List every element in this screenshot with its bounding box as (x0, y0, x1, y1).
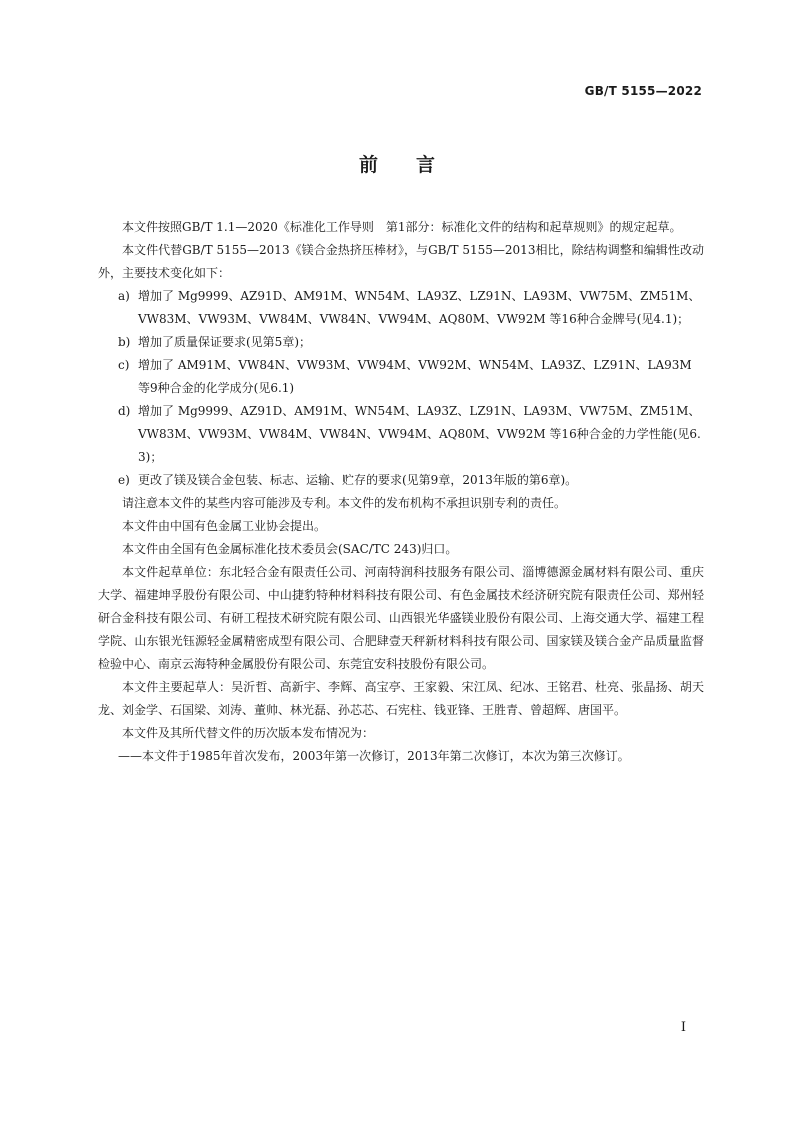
list-item-text: 增加了 Mg9999、AZ91D、AM91M、WN54M、LA93Z、LZ91N、LA93M、VW75M、ZM51M、VW83M、VW93M、VW84M、VW84N、VW94M、AQ80M、VW92M 等16种合金牌号(见4.1)； (138, 289, 701, 326)
list-item (98, 331, 704, 354)
change-list (98, 285, 704, 492)
list-item-label: e) (118, 473, 130, 487)
preface-body (98, 216, 704, 768)
list-item-text: 更改了镁及镁合金包装、标志、运输、贮存的要求(见第9章，2013年版的第6章)。 (138, 473, 578, 487)
page-number: I (680, 1020, 686, 1035)
paragraph-drafting-rule: 本文件按照GB/T 1.1—2020《标准化工作导则 第1部分：标准化文件的结构和起草规则》的规定起草。 (122, 220, 682, 234)
paragraph-drafters: 本文件主要起草人：吴沂哲、高新宇、李辉、高宝亭、王家毅、宋江凤、纪冰、王铭君、杜亮、张晶扬、胡天龙、刘金学、石国梁、刘涛、董帅、林光磊、孙芯芯、石宪柱、钱亚锋、王胜青、曾超辉、唐国平。 (98, 680, 704, 717)
paragraph-replacement: 本文件代替GB/T 5155—2013《镁合金热挤压棒材》，与GB/T 5155—2013相比，除结构调整和编辑性改动外，主要技术变化如下： (98, 243, 704, 280)
list-item (98, 400, 704, 469)
list-item-label: b) (118, 335, 131, 349)
paragraph-patent-notice: 请注意本文件的某些内容可能涉及专利。本文件的发布机构不承担识别专利的责任。 (122, 496, 567, 510)
list-item-label: a) (118, 289, 130, 303)
paragraph-drafting-units: 本文件起草单位：东北轻合金有限责任公司、河南特润科技服务有限公司、淄博德源金属材料有限公司、重庆大学、福建坤孚股份有限公司、中山捷豹特种材料科技有限公司、有色金属技术经济研究院有限责任公司、郑州轻研合金科技有限公司、有研工程技术研究院有限公司、山西银光华盛镁业股份有限公司、上海交通大学、福建工程学院、山东银光钰源轻金属精密成型有限公司、合肥肆壹天秤新材料科技有限公司、国家镁及镁合金产品质量监督检验中心、南京云海特种金属股份有限公司、东莞宜安科技股份有限公司。 (98, 565, 704, 671)
version-history-item: ——本文件于1985年首次发布，2003年第一次修订，2013年第二次修订，本次为第三次修订。 (118, 749, 630, 763)
list-item-text: 增加了 Mg9999、AZ91D、AM91M、WN54M、LA93Z、LZ91N、LA93M、VW75M、ZM51M、VW83M、VW93M、VW84M、VW84N、VW94M、AQ80M、VW92M 等16种合金的力学性能(见6.3)； (138, 404, 701, 464)
list-item (98, 469, 704, 492)
list-item-text: 增加了 AM91M、VW84N、VW93M、VW94M、VW92M、WN54M、LA93Z、LZ91N、LA93M 等9种合金的化学成分(见6.1) (138, 358, 692, 395)
paragraph-proposer: 本文件由中国有色金属工业协会提出。 (122, 519, 327, 533)
list-item (98, 354, 704, 400)
list-item-label: d) (118, 404, 131, 418)
list-item (98, 285, 704, 331)
list-item-text: 增加了质量保证要求(见第5章)； (138, 335, 311, 349)
title-char-2: 言 (416, 154, 436, 176)
paragraph-committee: 本文件由全国有色金属标准化技术委员会(SAC/TC 243)归口。 (122, 542, 458, 556)
title-char-1: 前 (358, 154, 378, 176)
page-title (0, 150, 794, 177)
paragraph-version-history: 本文件及其所代替文件的历次版本发布情况为： (122, 726, 375, 740)
list-item-label: c) (118, 358, 130, 372)
standard-code: GB/T 5155—2022 (584, 84, 702, 98)
